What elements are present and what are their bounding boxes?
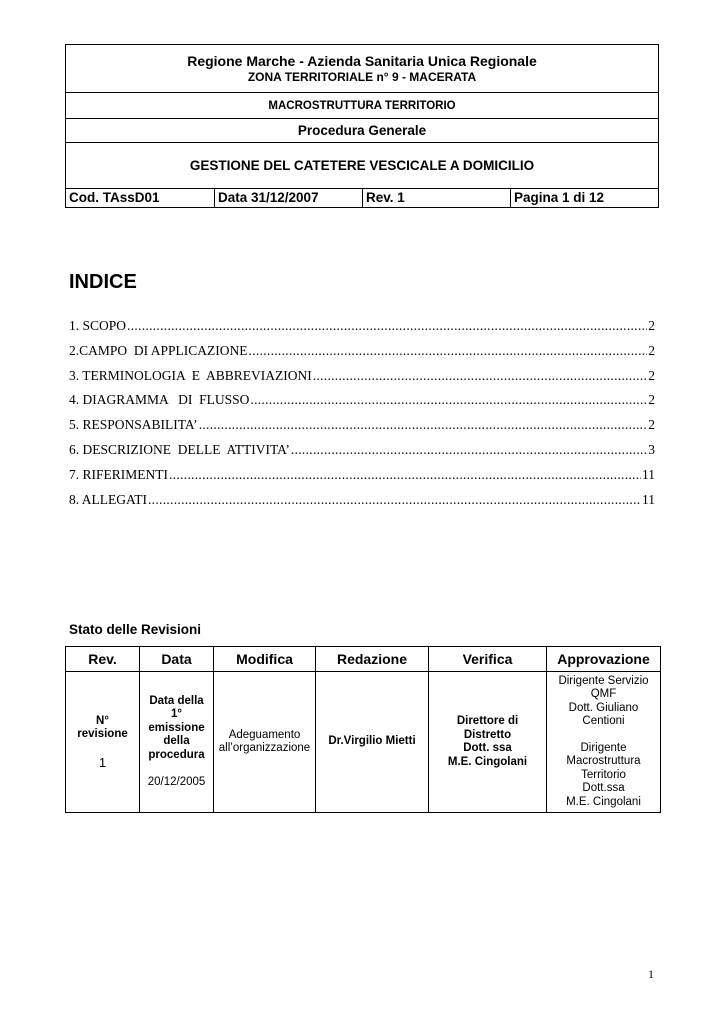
approvazione-text: Centioni	[582, 715, 625, 728]
col-data: Data	[140, 647, 214, 672]
toc-item-page: 3	[648, 441, 655, 457]
revisions-table	[65, 646, 661, 813]
approvazione-text: Dott. Giuliano	[568, 701, 639, 714]
approvazione-text: Dott.ssa	[582, 782, 625, 795]
verifica-text: M.E. Cingolani	[447, 755, 528, 768]
data-date: 20/12/2005	[147, 776, 206, 788]
header-data: Data 31/12/2007	[215, 189, 363, 207]
header-title: GESTIONE DEL CATETERE VESCICALE A DOMICILIO	[66, 143, 658, 189]
header-procedure-type: Procedura Generale	[66, 119, 658, 143]
toc-item[interactable]	[69, 392, 655, 417]
toc-item-title: 7. RIFERIMENTI	[69, 466, 168, 482]
col-modifica: Modifica	[214, 647, 316, 672]
toc-item-page: 2	[648, 318, 655, 333]
toc-item[interactable]	[69, 368, 655, 393]
cell-data	[140, 672, 214, 813]
toc-item-page: 2	[648, 342, 655, 358]
toc-item-page: 2	[648, 367, 655, 383]
toc-item[interactable]	[69, 343, 655, 368]
modifica-text: Adeguamento	[228, 728, 301, 741]
index-heading: INDICE	[69, 271, 137, 293]
header-macro: MACROSTRUTTURA TERRITORIO	[66, 93, 658, 119]
data-text: emissione	[148, 721, 205, 734]
toc-item-page: 2	[648, 392, 655, 408]
toc-item[interactable]	[69, 467, 655, 492]
cell-modifica	[214, 672, 316, 813]
revisions-heading: Stato delle Revisioni	[69, 622, 202, 637]
toc-item[interactable]	[69, 417, 655, 442]
header-org-row	[66, 45, 658, 93]
approvazione-text: QMF	[590, 688, 617, 701]
cell-verifica	[429, 672, 547, 813]
approvazione-text: Territorio	[581, 768, 626, 781]
verifica-text: Dott. ssa	[463, 742, 512, 754]
approvazione-text: M.E. Cingolani	[566, 795, 641, 808]
toc-item-title: 6. DESCRIZIONE DELLE ATTIVITA’	[69, 441, 290, 457]
modifica-text: all’organizzazione	[218, 742, 311, 754]
toc-leader	[127, 318, 647, 334]
col-redazione: Redazione	[316, 647, 429, 672]
toc-item-title: 3. TERMINOLOGIA E ABBREVIAZIONI	[69, 367, 312, 383]
rev-number: 1	[98, 754, 107, 770]
data-text: Data della	[149, 694, 204, 707]
data-text: della	[163, 735, 190, 747]
toc-item[interactable]	[69, 318, 655, 343]
approvazione-text: Dirigente Servizio	[558, 674, 649, 687]
col-verifica: Verifica	[429, 647, 547, 672]
toc-leader	[169, 467, 641, 483]
toc-item[interactable]	[69, 492, 655, 517]
page-number: 1	[648, 967, 654, 981]
toc-item-title: 5. RESPONSABILITA’	[69, 417, 198, 433]
header-meta-row	[66, 189, 658, 207]
toc-leader	[199, 417, 648, 433]
verifica-text: Direttore di	[456, 715, 519, 727]
header-org: Regione Marche - Azienda Sanitaria Unica Regionale	[187, 53, 537, 69]
toc-leader	[291, 442, 647, 458]
toc-leader	[249, 343, 648, 359]
toc-leader	[250, 392, 647, 408]
table-row	[66, 672, 661, 813]
data-text: procedura	[148, 748, 205, 761]
col-approvazione: Approvazione	[547, 647, 661, 672]
approvazione-text: Dirigente	[580, 741, 627, 754]
header-pagina: Pagina 1 di 12	[514, 190, 605, 205]
document-header	[65, 44, 659, 208]
toc-item-title: 1. SCOPO	[69, 318, 127, 333]
header-cod: Cod. TAssD01	[66, 189, 215, 207]
toc-item-page: 11	[642, 491, 655, 507]
toc-leader	[148, 492, 641, 508]
toc-item-title: 2.CAMPO DI APPLICAZIONE	[69, 342, 248, 358]
toc-item-title: 4. DIAGRAMMA DI FLUSSO	[69, 392, 250, 408]
header-zone: ZONA TERRITORIALE n° 9 - MACERATA	[247, 70, 477, 84]
rev-label: revisione	[77, 728, 128, 741]
redazione-text: Dr.Virgilio Mietti	[328, 735, 416, 748]
cell-rev	[66, 672, 140, 813]
toc-item-page: 11	[642, 466, 655, 482]
toc-item[interactable]	[69, 442, 655, 467]
toc-item-page: 2	[648, 417, 655, 433]
cell-redazione	[316, 672, 429, 813]
toc-leader	[313, 368, 648, 384]
toc-item-title: 8. ALLEGATI	[69, 491, 147, 507]
col-rev: Rev.	[66, 647, 140, 672]
table-of-contents	[69, 318, 655, 516]
header-rev: Rev. 1	[363, 189, 511, 207]
approvazione-text: Macrostruttura	[566, 755, 641, 768]
revisions-header-row	[66, 647, 661, 672]
rev-label: N°	[96, 714, 109, 727]
cell-approvazione	[547, 672, 661, 813]
verifica-text: Distretto	[463, 728, 512, 741]
data-text: 1°	[171, 708, 182, 720]
